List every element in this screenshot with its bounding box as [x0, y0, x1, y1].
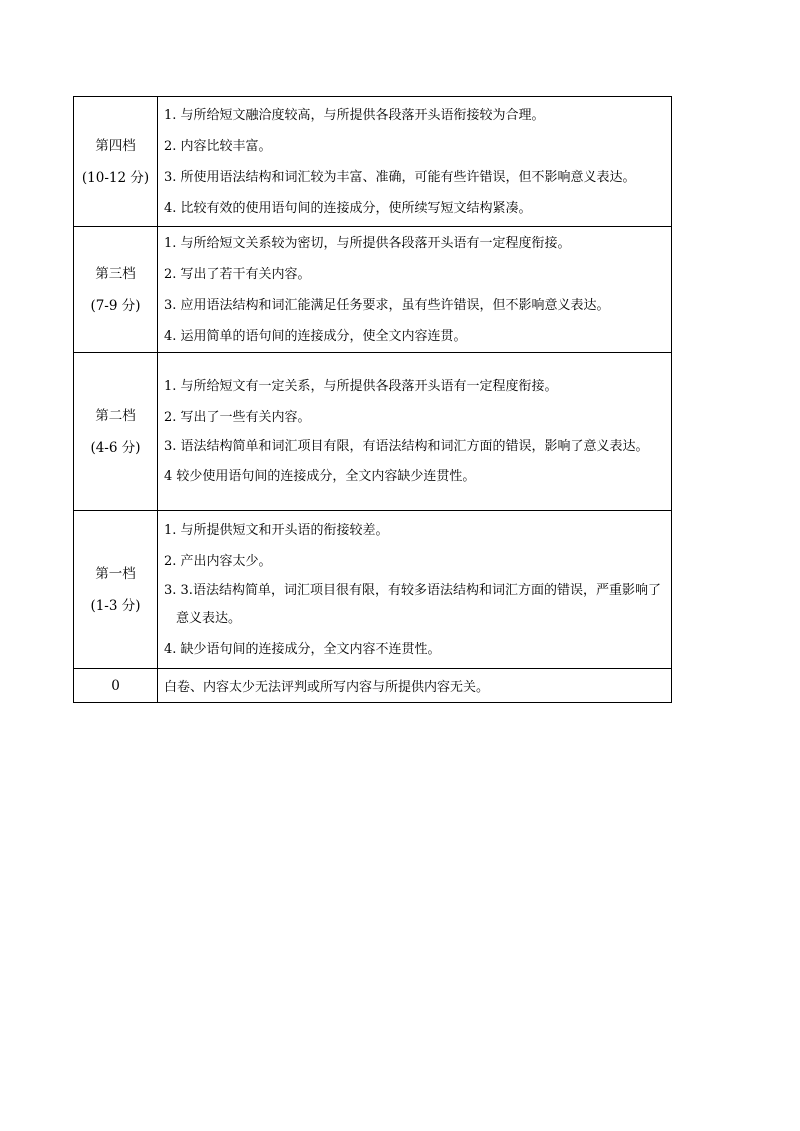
band-row-3 — [74, 227, 672, 353]
criterion-item: 4. 缺少语句间的连接成分，全文内容不连贯性。 — [164, 641, 441, 657]
band-title: 第三档 — [95, 265, 136, 282]
band-label-cell — [74, 227, 158, 353]
criterion-item: 3. 所使用语法结构和词汇较为丰富、准确，可能有些许错误，但不影响意义表达。 — [164, 169, 636, 185]
criterion-item: 3. 语法结构简单和词汇项目有限，有语法结构和词汇方面的错误，影响了意义表达。 — [164, 438, 649, 454]
criterion-item: 1. 与所给短文有一定关系，与所提供各段落开头语有一定程度衔接。 — [164, 378, 558, 394]
band-label-cell — [74, 97, 158, 227]
band-title: 第一档 — [95, 565, 136, 582]
band-criteria-cell — [158, 511, 672, 669]
scoring-rubric-table — [73, 96, 672, 703]
band-criteria-cell — [158, 353, 672, 511]
criterion-item: 3. 3.语法结构简单，词汇项目很有限，有较多语法结构和词汇方面的错误，严重影响了意义表达。 — [164, 582, 661, 626]
criterion-item: 2. 写出了若干有关内容。 — [164, 266, 311, 282]
band-score-range: (10-12 分) — [81, 169, 150, 186]
criterion-item: 2. 内容比较丰富。 — [164, 138, 272, 154]
band-score-range: (7-9 分) — [90, 297, 141, 314]
band-criteria-cell — [158, 97, 672, 227]
criterion-item: 1. 与所给短文关系较为密切，与所提供各段落开头语有一定程度衔接。 — [164, 235, 571, 251]
band-row-2 — [74, 353, 672, 511]
band-row-4 — [74, 97, 672, 227]
band-score-range: (4-6 分) — [90, 439, 141, 456]
band-label-cell — [74, 353, 158, 511]
band-row-0 — [74, 669, 672, 703]
band-title: 第二档 — [95, 407, 136, 424]
criterion-item: 4. 运用简单的语句间的连接成分，使全文内容连贯。 — [164, 328, 467, 344]
criterion-item: 2. 写出了一些有关内容。 — [164, 409, 311, 425]
zero-score-cell: 0 — [74, 669, 158, 703]
criterion-item: 1. 与所给短文融洽度较高，与所提供各段落开头语衔接较为合理。 — [164, 107, 545, 123]
criterion-item: 3. 应用语法结构和词汇能满足任务要求，虽有些许错误，但不影响意义表达。 — [164, 297, 610, 313]
criterion-item: 4. 比较有效的使用语句间的连接成分，使所续写短文结构紧凑。 — [164, 200, 532, 216]
criterion-item: 1. 与所提供短文和开头语的衔接较差。 — [164, 522, 389, 538]
criterion-item: 4 较少使用语句间的连接成分，全文内容缺少连贯性。 — [164, 469, 476, 485]
band-label-cell — [74, 511, 158, 669]
band-score-range: (1-3 分) — [90, 597, 141, 614]
zero-description-cell: 白卷、内容太少无法评判或所写内容与所提供内容无关。 — [158, 669, 672, 703]
band-criteria-cell — [158, 227, 672, 353]
band-title: 第四档 — [95, 137, 136, 154]
criterion-item: 2. 产出内容太少。 — [164, 553, 272, 569]
band-row-1 — [74, 511, 672, 669]
